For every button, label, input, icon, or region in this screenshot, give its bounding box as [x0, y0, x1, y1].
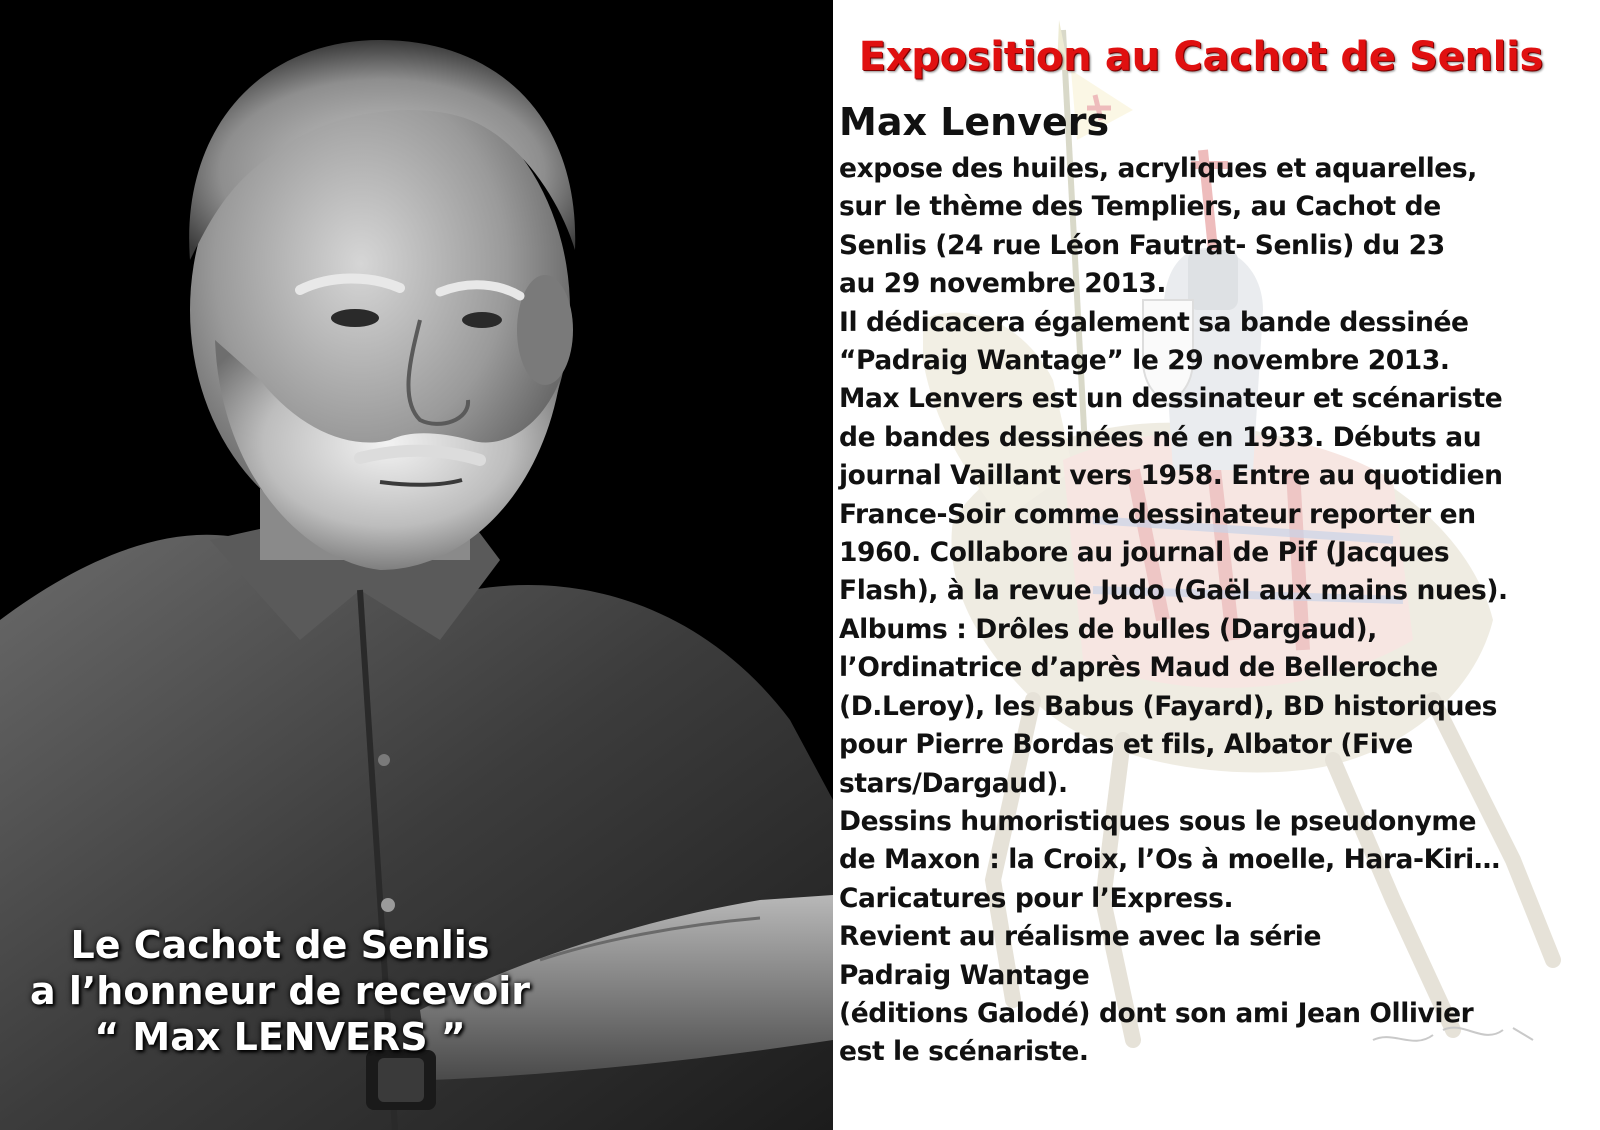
biography-line: Albums : Drôles de bulles (Dargaud), [839, 613, 1377, 645]
caption-line: a l’honneur de recevoir [29, 969, 531, 1013]
caption-line: “ Max LENVERS ” [94, 1015, 466, 1059]
caption-line: Le Cachot de Senlis [70, 923, 490, 967]
exhibition-title: Exposition au Cachot de Senlis [858, 34, 1543, 80]
biography-line: de bandes dessinées né en 1933. Débuts au [839, 421, 1482, 453]
biography-line: Flash), à la revue Judo (Gaël aux mains nues). [839, 575, 1508, 607]
biography-line: est le scénariste. [839, 1036, 1089, 1068]
biography-line: au 29 novembre 2013. [839, 268, 1167, 300]
biography-line: (éditions Galodé) dont son ami Jean Ollivier [839, 997, 1474, 1029]
portrait-caption [0, 922, 560, 1060]
biography-line: journal Vaillant vers 1958. Entre au quotidien [839, 460, 1503, 492]
biography-line: Il dédicacera également sa bande dessinée [839, 306, 1469, 338]
biography-line: Max Lenvers est un dessinateur et scénariste [839, 383, 1503, 415]
biography-line: pour Pierre Bordas et fils, Albator (Five [839, 729, 1413, 761]
biography-line: Revient au réalisme avec la série [839, 921, 1322, 953]
biography-line: Senlis (24 rue Léon Fautrat- Senlis) du 23 [839, 229, 1445, 261]
biography-line: de Maxon : la Croix, l’Os à moelle, Hara-Kiri… [839, 844, 1500, 876]
artist-biography [839, 150, 1599, 1072]
biography-line: France-Soir comme dessinateur reporter en [839, 498, 1476, 530]
artist-name: Max Lenvers [839, 100, 1110, 144]
biography-line: stars/Dargaud). [839, 767, 1068, 799]
biography-line: Caricatures pour l’Express. [839, 882, 1234, 914]
biography-line: (D.Leroy), les Babus (Fayard), BD historiques [839, 690, 1498, 722]
biography-line: 1960. Collabore au journal de Pif (Jacques [839, 537, 1450, 569]
biography-line: l’Ordinatrice d’après Maud de Belleroche [839, 652, 1438, 684]
biography-line: expose des huiles, acryliques et aquarelles, [839, 153, 1477, 184]
biography-line: “Padraig Wantage” le 29 novembre 2013. [839, 345, 1450, 377]
biography-line: Padraig Wantage [839, 959, 1090, 991]
biography-line: Dessins humoristiques sous le pseudonyme [839, 805, 1477, 837]
article-panel [833, 0, 1600, 1130]
biography-line: sur le thème des Templiers, au Cachot de [839, 191, 1441, 223]
